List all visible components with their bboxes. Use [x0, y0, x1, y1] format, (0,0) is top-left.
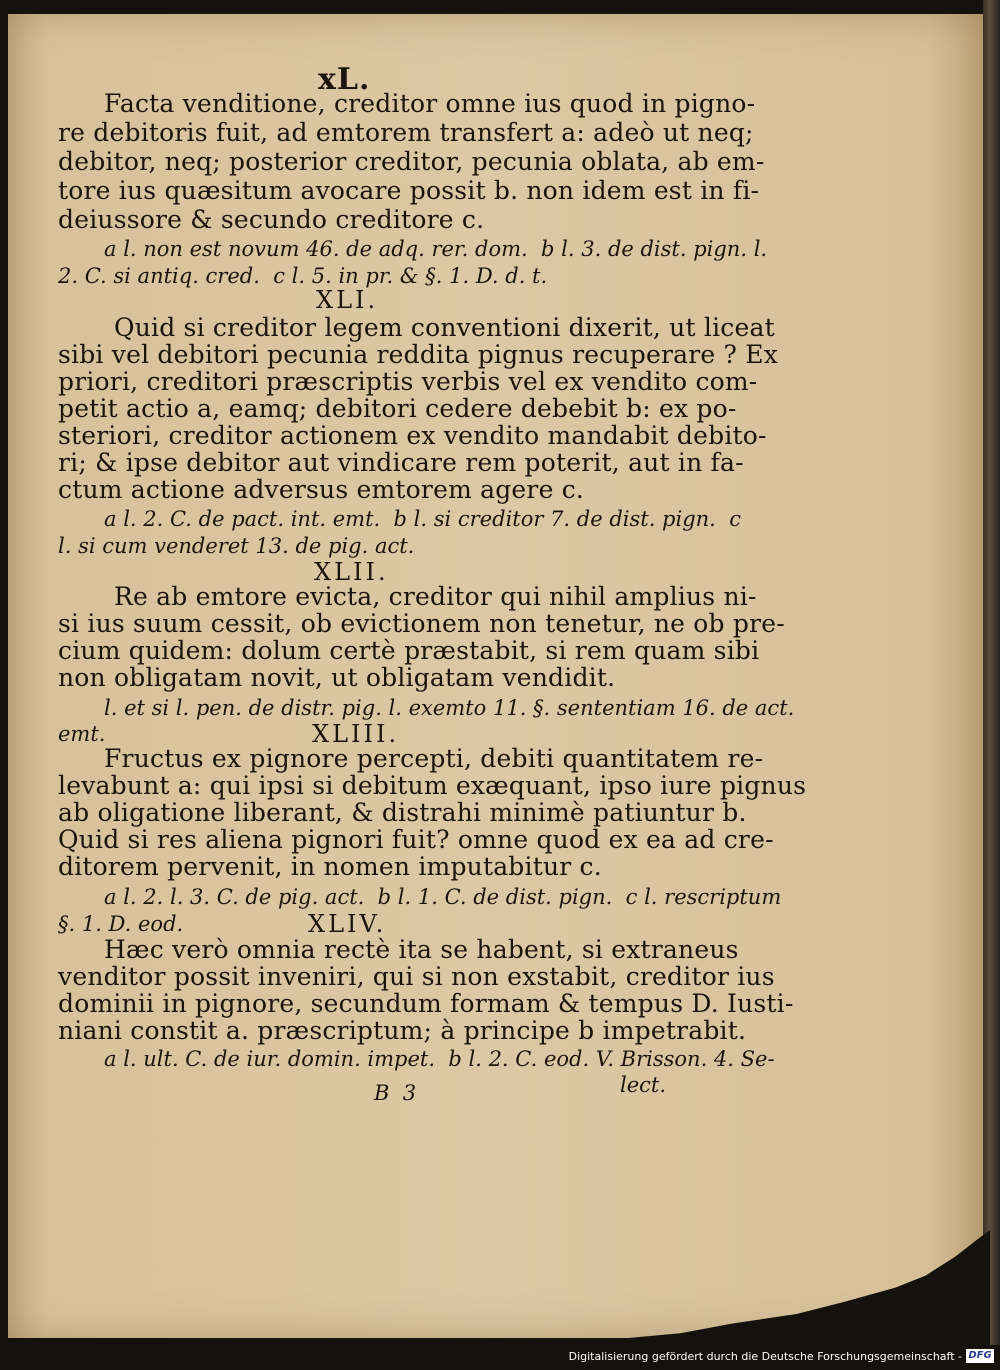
text-line: Quid si res aliena pignori fuit? omne quod ex ea ad cre- [58, 825, 774, 854]
page-binding-edge [983, 0, 1000, 1345]
footnote-line: a l. 2. C. de pact. int. emt. b l. si creditor 7. de dist. pign. c [104, 507, 741, 531]
text-line: Hæc verò omnia rectè ita se habent, si extraneus [104, 935, 739, 964]
text-line: cium quidem: dolum certè præstabit, si rem quam sibi [58, 636, 760, 665]
footnote-line: a l. non est novum 46. de adq. rer. dom. b l. 3. de dist. pign. l. [104, 237, 768, 261]
text-line: debitor, neq; posterior creditor, pecunia oblata, ab em- [58, 147, 765, 176]
footnote-line: 2. C. si antiq. cred. c l. 5. in pr. & §. 1. D. d. t. [58, 264, 548, 288]
text-line: si ius suum cessit, ob evictionem non tenetur, ne ob pre- [58, 609, 785, 638]
text-line: Fructus ex pignore percepti, debiti quantitatem re- [104, 744, 764, 773]
text-line: deiussore & secundo creditore c. [58, 205, 485, 234]
text-line: sibi vel debitori pecunia reddita pignus recuperare ? Ex [58, 340, 778, 369]
text-line: non obligatam novit, ut obligatam vendidit. [58, 663, 616, 692]
text-line: tore ius quæsitum avocare possit b. non idem est in fi- [58, 176, 760, 205]
digitization-credit: Digitalisierung gefördert durch die Deutsche Forschungsgemeinschaft - [568, 1350, 962, 1363]
text-line: petit actio a, eamq; debitori cedere debebit b: ex po- [58, 394, 737, 423]
text-line: niani constit a. præscriptum; à principe b impetrabit. [58, 1016, 747, 1045]
footnote-line: a l. ult. C. de iur. domin. impet. b l. 2. C. eod. V. Brisson. 4. Se- [104, 1047, 775, 1071]
text-line: ctum actione adversus emtorem agere c. [58, 475, 585, 504]
text-line: re debitoris fuit, ad emtorem transfert a: adeò ut neq; [58, 118, 754, 147]
footnote-line: l. si cum venderet 13. de pig. act. [58, 534, 415, 558]
text-line: ditorem pervenit, in nomen imputabitur c. [58, 852, 602, 881]
footnote-line: a l. 2. l. 3. C. de pig. act. b l. 1. C. de dist. pign. c l. rescriptum [104, 885, 782, 909]
footnote-line: §. 1. D. eod. [58, 912, 184, 936]
section-heading: XLII. [314, 558, 389, 586]
text-line: Quid si creditor legem conventioni dixerit, ut liceat [114, 313, 775, 342]
dfg-logo-icon: DFG [966, 1349, 994, 1363]
footnote-line: l. et si l. pen. de distr. pig. l. exemto 11. §. sententiam 16. de act. [104, 696, 795, 720]
text-line: ab oligatione liberant, & distrahi minimè patiuntur b. [58, 798, 747, 827]
section-heading: XLIII. [312, 720, 400, 748]
section-heading: XLIV. [308, 910, 387, 938]
page-number-header: xL. [318, 62, 371, 97]
text-line: levabunt a: qui ipsi si debitum exæquant, ipso iure pignus [58, 771, 807, 800]
text-line: priori, creditori præscriptis verbis vel ex vendito com- [58, 367, 758, 396]
section-heading: XLI. [316, 286, 379, 314]
text-line: Re ab emtore evicta, creditor qui nihil amplius ni- [114, 582, 757, 611]
text-line: steriori, creditor actionem ex vendito mandabit debito- [58, 421, 767, 450]
signature-mark: B 3 [374, 1081, 417, 1105]
text-line: ri; & ipse debitor aut vindicare rem poterit, aut in fa- [58, 448, 744, 477]
text-line: venditor possit inveniri, qui si non exstabit, creditor ius [58, 962, 775, 991]
text-line: Facta venditione, creditor omne ius quod in pigno- [104, 89, 756, 118]
footnote-line: lect. [620, 1073, 667, 1097]
footnote-line: emt. [58, 722, 106, 746]
text-line: dominii in pignore, secundum formam & tempus D. Iusti- [58, 989, 794, 1018]
